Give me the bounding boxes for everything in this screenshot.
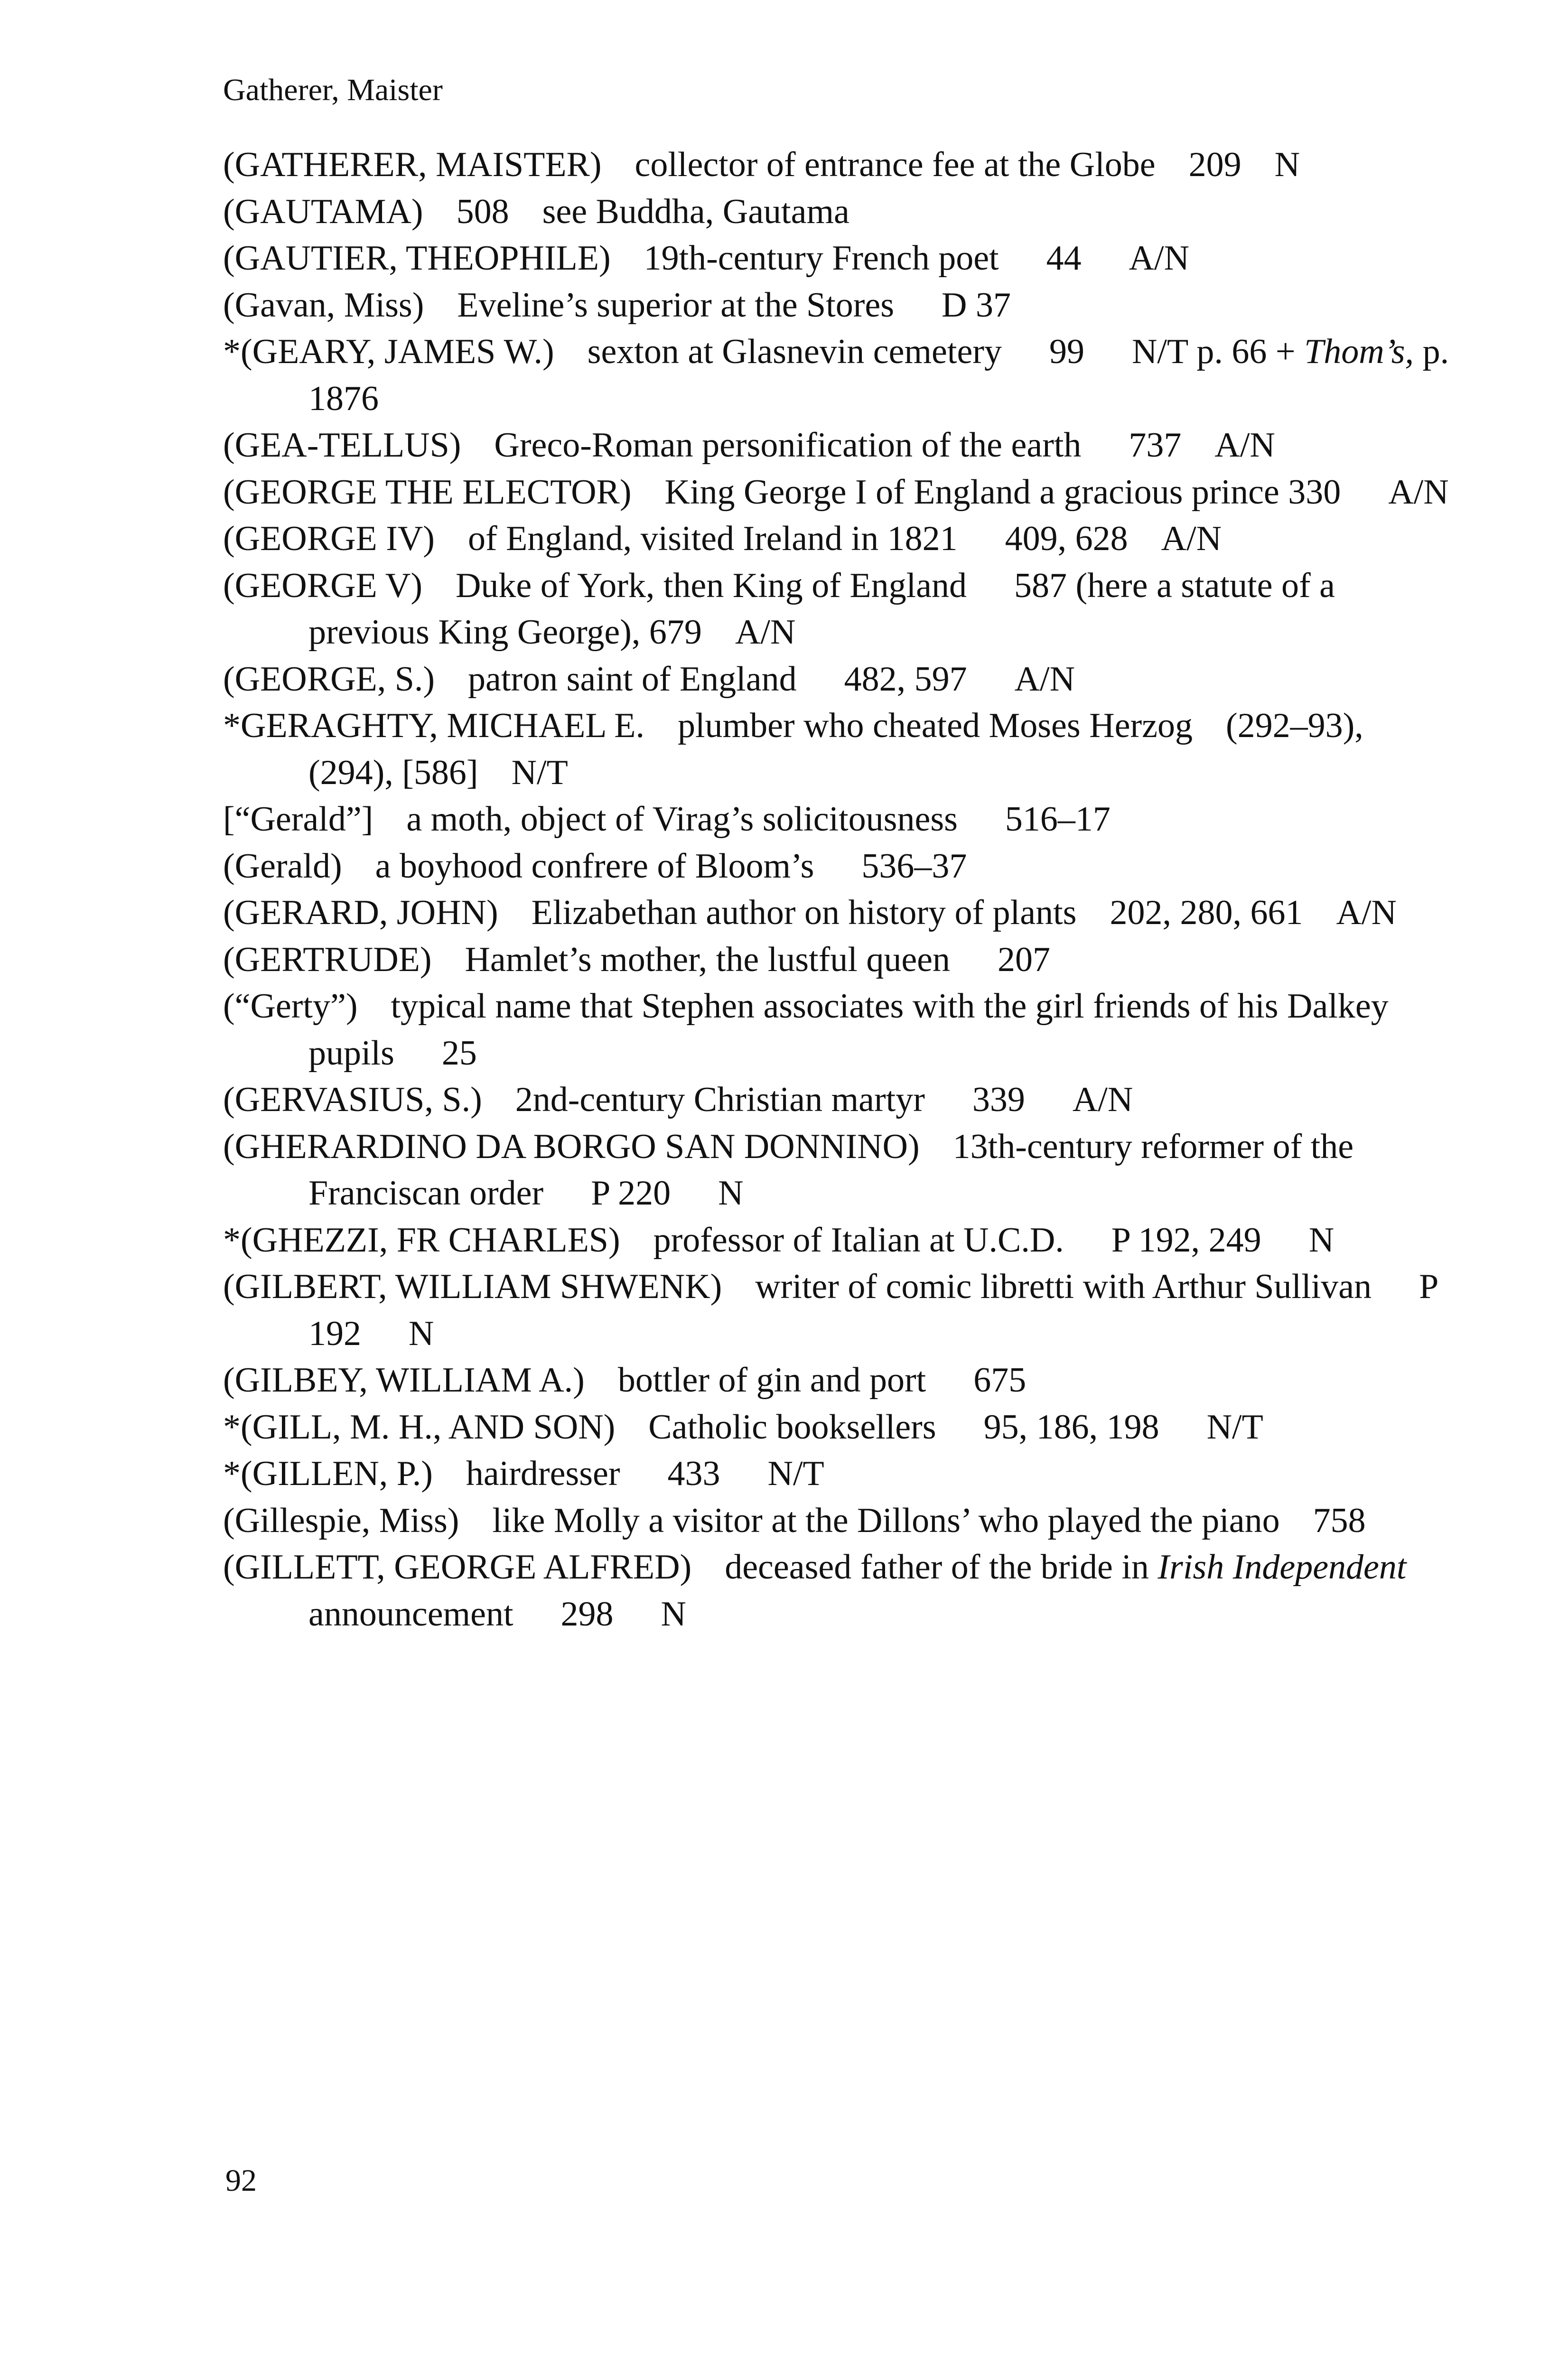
entry-code: N: [661, 1594, 686, 1634]
entry-page-refs: 298: [560, 1594, 614, 1634]
entry-description: Catholic booksellers: [648, 1407, 936, 1447]
running-head: Gatherer, Maister: [223, 73, 443, 107]
entry-source: p. 1876: [308, 332, 1458, 418]
entry-head: [“Gerald”]: [223, 800, 373, 839]
entry-page-refs: 209: [1188, 145, 1241, 184]
entry-code: A/N: [1161, 519, 1222, 558]
entry-description: a boyhood confrere of Bloom’s: [375, 846, 814, 886]
entry-description: Greco-Roman personification of the earth: [494, 426, 1082, 465]
entry-head: *(GILLEN, P.): [223, 1454, 433, 1493]
index-entries: [223, 141, 1457, 1637]
entry-description: Hamlet’s mother, the lustful queen: [465, 940, 951, 979]
entry-page-refs: P 220: [591, 1174, 671, 1213]
entry-page-refs: (292–93), (294), [586]: [308, 706, 1372, 792]
index-entry: [223, 983, 1457, 1076]
entry-head: (GAUTAMA): [223, 192, 423, 231]
entry-description: Duke of York, then King of England: [455, 566, 967, 605]
entry-head: (GERARD, JOHN): [223, 893, 498, 932]
index-entry: [223, 328, 1457, 422]
index-entry: [223, 141, 1457, 188]
index-entry: [223, 1357, 1457, 1404]
index-entry: [223, 1123, 1457, 1217]
entry-page-refs: 737: [1129, 426, 1182, 465]
entry-page-refs: 202, 280, 661: [1110, 893, 1303, 932]
index-entry: [223, 1497, 1457, 1544]
entry-page-refs: P 192: [308, 1267, 1447, 1353]
entry-page-refs: 433: [667, 1454, 720, 1493]
index-entry: [223, 1076, 1457, 1123]
index-entry: [223, 188, 1457, 235]
entry-code: A/N: [735, 613, 796, 652]
index-entry: [223, 282, 1457, 329]
entry-code: N: [409, 1314, 434, 1353]
entry-head: (GATHERER, MAISTER): [223, 145, 602, 184]
entry-description: hairdresser: [466, 1454, 620, 1493]
entry-page-refs: 516–17: [1005, 800, 1111, 839]
index-entry: [223, 235, 1457, 282]
entry-description: of England, visited Ireland in 1821: [467, 519, 958, 558]
entry-code: N: [718, 1174, 744, 1213]
entry-head: (GILBEY, WILLIAM A.): [223, 1361, 585, 1400]
entry-description: sexton at Glasnevin cemetery: [587, 332, 1002, 371]
entry-page-refs: 409, 628: [1005, 519, 1128, 558]
entry-description-rest: announcement: [308, 1594, 513, 1634]
index-entry: [223, 1217, 1457, 1264]
index-entry: [223, 562, 1457, 656]
index-entry: [223, 1544, 1457, 1637]
entry-description: Elizabethan author on history of plants: [531, 893, 1077, 932]
index-entry: [223, 422, 1457, 469]
entry-description: bottler of gin and port: [617, 1361, 926, 1400]
entry-head: (GILBERT, WILLIAM SHWENK): [223, 1267, 722, 1306]
entry-page-refs: 675: [973, 1361, 1027, 1400]
entry-page-refs: 339: [972, 1080, 1025, 1119]
entry-head: (Gavan, Miss): [223, 285, 424, 325]
entry-code: N: [1308, 1220, 1335, 1260]
entry-page-refs: 587 (here a statute of a previous King George), 679: [308, 566, 1344, 652]
entry-page-refs: 44: [1046, 239, 1082, 278]
entry-head: (GEA-TELLUS): [223, 426, 461, 465]
entry-description: plumber who cheated Moses Herzog: [677, 706, 1193, 745]
entry-page-refs: 330: [1288, 472, 1341, 512]
entry-description: Eveline’s superior at the Stores: [457, 285, 895, 325]
entry-code: N/T p. 66 +: [1131, 332, 1296, 371]
entry-description: King George I of England a gracious prince: [664, 472, 1279, 512]
entry-head: (GERTRUDE): [223, 940, 432, 979]
entry-head: (GEORGE THE ELECTOR): [223, 472, 632, 512]
entry-code: N/T: [511, 753, 568, 792]
entry-description: patron saint of England: [468, 659, 797, 699]
page-number: 92: [225, 2163, 257, 2198]
entry-page-refs: 95, 186, 198: [983, 1407, 1159, 1447]
entry-page-refs: 25: [441, 1033, 477, 1073]
entry-description: typical name that Stephen associates with the girl friends of his Dalkey pupils: [308, 987, 1398, 1073]
entry-description: a moth, object of Virag’s solicitousness: [406, 800, 958, 839]
entry-head: (GEORGE, S.): [223, 659, 435, 699]
entry-code: A/N: [1214, 426, 1275, 465]
index-entry: [223, 1404, 1457, 1451]
entry-head: *(GEARY, JAMES W.): [223, 332, 554, 371]
entry-code: A/N: [1014, 659, 1075, 699]
entry-description: professor of Italian at U.C.D.: [653, 1220, 1064, 1260]
entry-code: A/N: [1129, 239, 1190, 278]
index-entry: [223, 702, 1457, 796]
entry-head: (GERVASIUS, S.): [223, 1080, 482, 1119]
entry-description: collector of entrance fee at the Globe: [635, 145, 1156, 184]
entry-description: 2nd-century Christian martyr: [515, 1080, 925, 1119]
index-entry: [223, 515, 1457, 562]
entry-page-refs: 758: [1313, 1501, 1366, 1540]
entry-code: A/N: [1336, 893, 1397, 932]
entry-head: *(GILL, M. H., AND SON): [223, 1407, 616, 1447]
entry-code: A/N: [1388, 472, 1449, 512]
entry-page-refs: 536–37: [861, 846, 967, 886]
entry-description: deceased father of the bride in: [725, 1548, 1149, 1587]
entry-head: (Gerald): [223, 846, 342, 886]
index-entry: [223, 936, 1457, 983]
index-entry: [223, 796, 1457, 843]
index-entry: [223, 843, 1457, 890]
entry-page-refs: 207: [998, 940, 1051, 979]
entry-head: (“Gerty”): [223, 987, 358, 1026]
entry-page-refs: 482, 597: [844, 659, 967, 699]
entry-head: *GERAGHTY, MICHAEL E.: [223, 706, 644, 745]
entry-code: N: [1274, 145, 1300, 184]
entry-description-italic: Irish Independent: [1157, 1548, 1407, 1587]
entry-description: like Molly a visitor at the Dillons’ who played the piano: [492, 1501, 1280, 1540]
entry-description: 19th-century French poet: [644, 239, 999, 278]
entry-page-refs: D 37: [942, 285, 1011, 325]
entry-head: (GEORGE V): [223, 566, 422, 605]
entry-description: writer of comic libretti with Arthur Sullivan: [755, 1267, 1372, 1306]
entry-code: A/N: [1072, 1080, 1133, 1119]
entry-head: (GAUTIER, THEOPHILE): [223, 239, 611, 278]
entry-page-refs: P 192, 249: [1111, 1220, 1261, 1260]
index-entry: [223, 656, 1457, 703]
index-entry: [223, 889, 1457, 936]
index-entry: [223, 1263, 1457, 1357]
entry-code: N/T: [767, 1454, 824, 1493]
entry-head: (Gillespie, Miss): [223, 1501, 459, 1540]
entry-code: N/T: [1206, 1407, 1263, 1447]
entry-source-italic: Thom’s,: [1304, 332, 1414, 371]
entry-description: 13th-century reformer of the Franciscan order: [308, 1127, 1363, 1213]
entry-page-refs: see Buddha, Gautama: [542, 192, 849, 231]
entry-head: (GILLETT, GEORGE ALFRED): [223, 1548, 692, 1587]
entry-description: 508: [456, 192, 509, 231]
index-entry: [223, 1450, 1457, 1497]
index-entry: [223, 469, 1457, 516]
entry-head: *(GHEZZI, FR CHARLES): [223, 1220, 620, 1260]
entry-head: (GHERARDINO DA BORGO SAN DONNINO): [223, 1127, 920, 1166]
entry-page-refs: 99: [1049, 332, 1084, 371]
entry-head: (GEORGE IV): [223, 519, 435, 558]
